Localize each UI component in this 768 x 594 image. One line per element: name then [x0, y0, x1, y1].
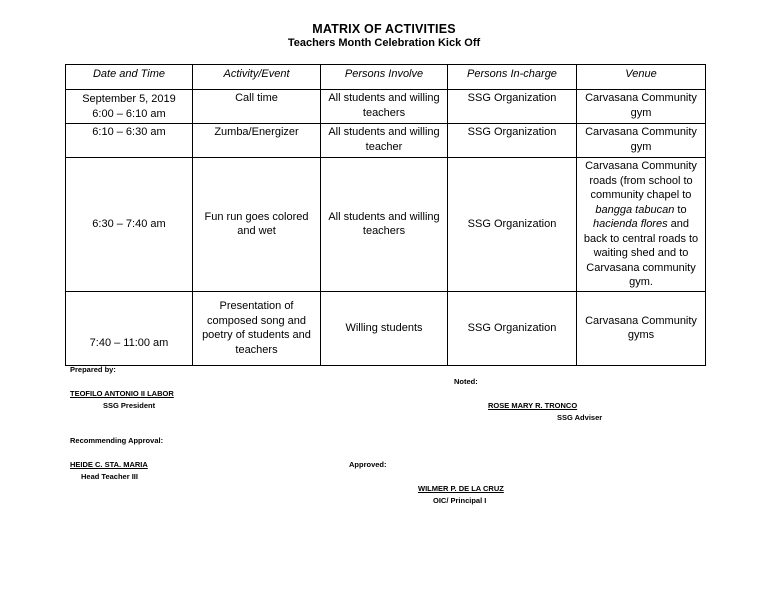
- cell-incharge: SSG Organization: [448, 90, 577, 124]
- cell-date: [66, 90, 193, 124]
- cell-venue: Carvasana Community gym: [577, 90, 706, 124]
- header-activity: Activity/Event: [193, 65, 321, 90]
- table-row: [66, 158, 706, 292]
- time-line: 6:00 – 6:10 am: [92, 107, 166, 120]
- recommending-approval-label: Recommending Approval:: [70, 436, 164, 445]
- table-row: [66, 291, 706, 365]
- activities-table: [65, 64, 706, 366]
- recommending-name: HEIDE C. STA. MARIA: [70, 460, 148, 469]
- prepared-by-name: TEOFILO ANTONIO II LABOR: [70, 389, 174, 398]
- header-venue: Venue: [577, 65, 706, 90]
- venue-text: and back to central roads to waiting shed and to Carvasana community gym.: [583, 218, 699, 288]
- cell-date: 6:30 – 7:40 am: [66, 158, 193, 292]
- table-row: [66, 90, 706, 124]
- venue-text: to: [677, 203, 687, 216]
- recommending-title: Head Teacher III: [81, 472, 138, 481]
- header-persons-incharge: Persons In-charge: [448, 65, 577, 90]
- noted-title: SSG Adviser: [557, 413, 603, 422]
- venue-place-name: hacienda flores: [592, 218, 668, 230]
- cell-involve: All students and willing teachers: [321, 158, 448, 292]
- prepared-by-title: SSG President: [103, 401, 156, 410]
- document-subtitle: Teachers Month Celebration Kick Off: [287, 37, 481, 49]
- noted-label: Noted:: [454, 377, 478, 386]
- cell-involve: All students and willing teacher: [321, 124, 448, 158]
- document-title: MATRIX OF ACTIVITIES: [312, 22, 456, 36]
- cell-date: 7:40 – 11:00 am: [66, 291, 193, 365]
- cell-activity: Fun run goes colored and wet: [193, 158, 321, 292]
- header-date-time: Date and Time: [66, 65, 193, 90]
- cell-activity: Presentation of composed song and poetry of students and teachers: [193, 291, 321, 365]
- approved-title: OIC/ Principal I: [433, 496, 487, 505]
- cell-venue: [577, 158, 706, 292]
- cell-incharge: SSG Organization: [448, 124, 577, 158]
- prepared-by-label: Prepared by:: [70, 365, 116, 374]
- cell-incharge: SSG Organization: [448, 158, 577, 292]
- noted-name: ROSE MARY R. TRONCO: [488, 401, 578, 410]
- cell-venue: Carvasana Community gyms: [577, 291, 706, 365]
- date-line: September 5, 2019: [82, 93, 176, 105]
- table-header-row: [66, 65, 706, 90]
- table-row: [66, 124, 706, 158]
- cell-activity: Zumba/Energizer: [193, 124, 321, 158]
- venue-text: Carvasana Community roads (from school to community chapel to: [585, 160, 697, 201]
- header-persons-involve: Persons Involve: [321, 65, 448, 90]
- cell-venue: Carvasana Community gym: [577, 124, 706, 158]
- venue-place-name: bangga tabucan: [595, 203, 675, 216]
- approved-label: Approved:: [349, 460, 387, 469]
- cell-involve: Willing students: [321, 291, 448, 365]
- cell-involve: All students and willing teachers: [321, 90, 448, 124]
- cell-incharge: SSG Organization: [448, 291, 577, 365]
- cell-date: 6:10 – 6:30 am: [66, 124, 193, 158]
- cell-activity: Call time: [193, 90, 321, 124]
- approved-name: WILMER P. DE LA CRUZ: [418, 484, 504, 493]
